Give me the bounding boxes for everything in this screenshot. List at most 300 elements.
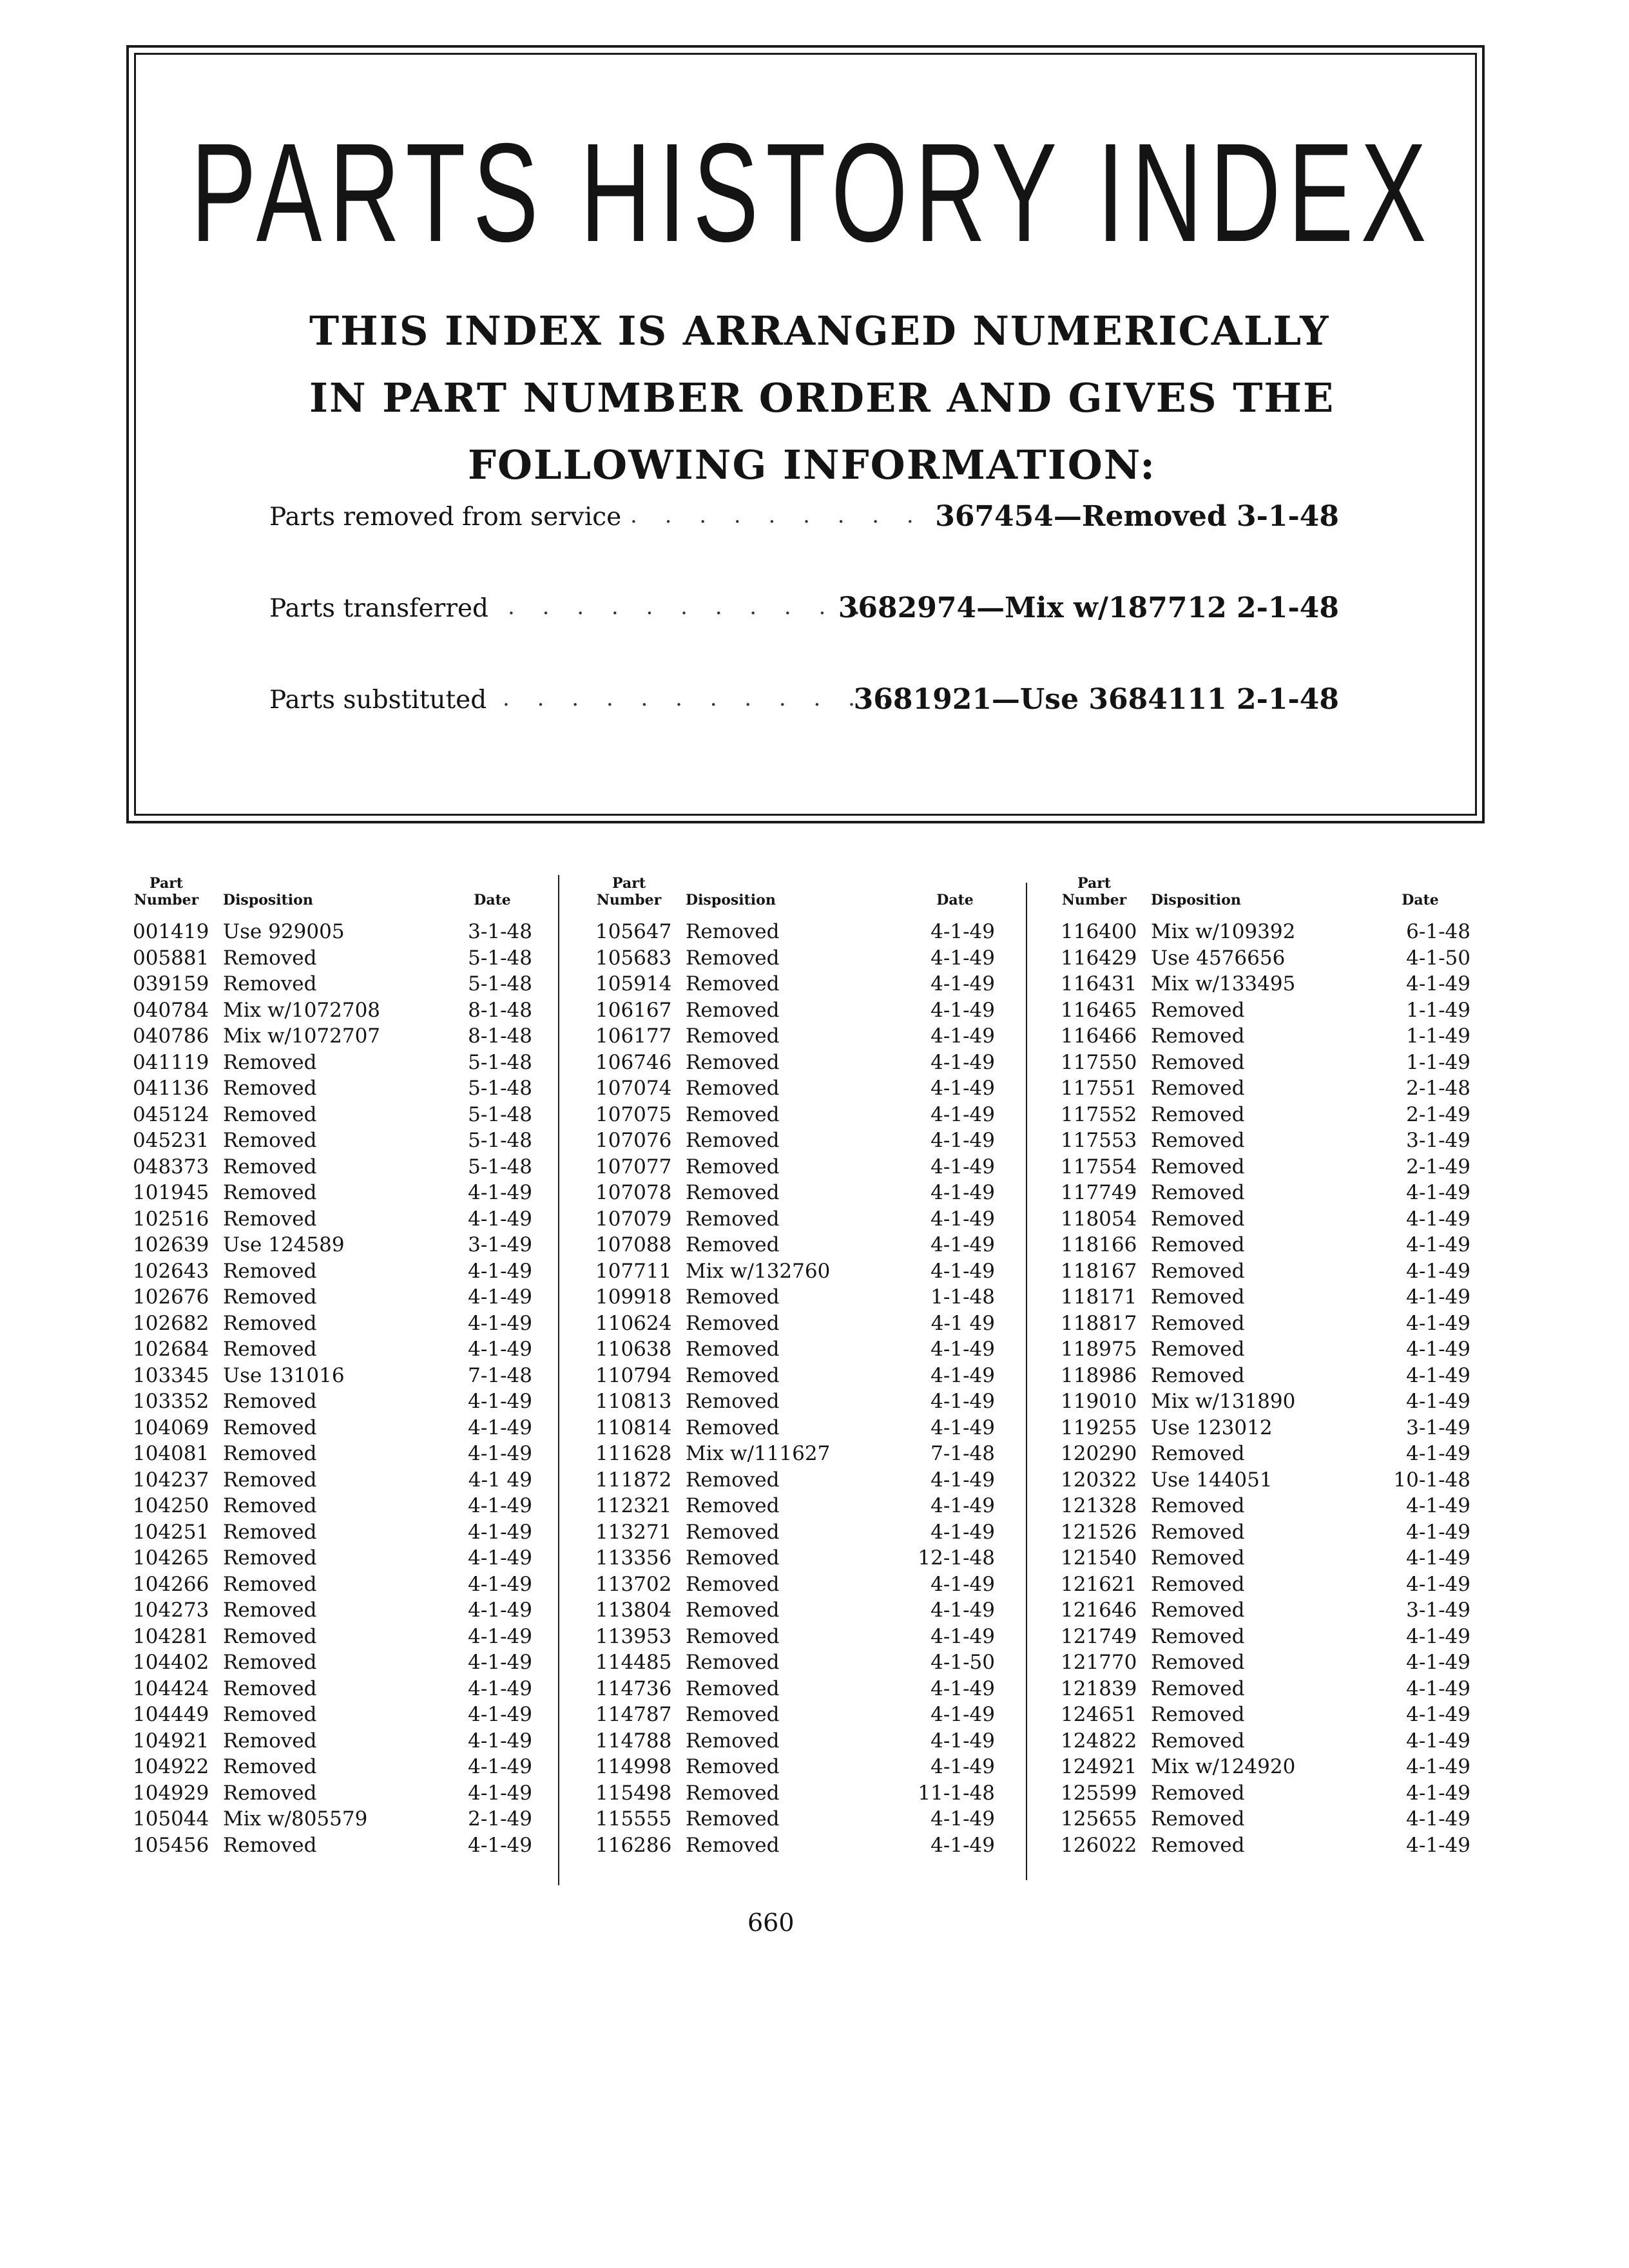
date-cell: 4-1-49 xyxy=(468,1416,532,1439)
column-body xyxy=(133,919,577,1858)
disposition-cell: Removed xyxy=(1151,1129,1245,1152)
disposition-cell: Removed xyxy=(223,1494,317,1517)
disposition-cell: Removed xyxy=(223,1207,317,1231)
part-number-cell: 117749 xyxy=(1061,1181,1137,1204)
disposition-cell: Removed xyxy=(223,1129,317,1152)
disposition-cell: Removed xyxy=(1151,1181,1245,1204)
date-cell: 4-1-49 xyxy=(1406,1233,1470,1256)
table-row xyxy=(133,1232,577,1258)
date-cell: 3-1-49 xyxy=(1406,1599,1470,1622)
part-number-cell: 102516 xyxy=(133,1207,209,1231)
date-cell: 1-1-49 xyxy=(1406,1050,1470,1074)
legend-example: 3681921—Use 3684111 2-1-48 xyxy=(853,683,1339,716)
disposition-cell: Mix w/111627 xyxy=(686,1442,831,1465)
table-row xyxy=(595,1649,1040,1676)
part-number-cell: 121646 xyxy=(1061,1599,1137,1622)
disposition-cell: Removed xyxy=(686,1599,780,1622)
table-row xyxy=(133,1075,577,1102)
part-number-cell: 040786 xyxy=(133,1024,209,1048)
table-row xyxy=(1061,1624,1505,1650)
date-cell: 5-1-48 xyxy=(468,946,532,970)
part-number-cell: 125599 xyxy=(1061,1781,1137,1805)
index-column-2 xyxy=(595,863,1040,1858)
part-number-cell: 113804 xyxy=(595,1599,672,1622)
disposition-cell: Removed xyxy=(686,1416,780,1439)
disposition-cell: Removed xyxy=(223,1833,317,1857)
table-row xyxy=(595,1284,1040,1311)
disposition-cell: Removed xyxy=(223,1520,317,1544)
date-cell: 5-1-48 xyxy=(468,1129,532,1152)
part-number-cell: 111628 xyxy=(595,1442,672,1465)
part-number-cell: 001419 xyxy=(133,920,209,943)
date-cell: 12-1-48 xyxy=(918,1546,995,1570)
date-cell: 4-1-49 xyxy=(468,1833,532,1857)
part-number-cell: 109918 xyxy=(595,1285,672,1309)
table-row xyxy=(1061,971,1505,997)
part-number-cell: 121621 xyxy=(1061,1572,1137,1596)
date-cell: 4-1-49 xyxy=(1406,1651,1470,1674)
part-number-cell: 110624 xyxy=(595,1311,672,1335)
part-number-cell: 117550 xyxy=(1061,1050,1137,1074)
part-number-cell: 118054 xyxy=(1061,1207,1137,1231)
table-row xyxy=(1061,1284,1505,1311)
page-title: PARTS HISTORY INDEX xyxy=(191,115,1434,271)
part-number-cell: 121328 xyxy=(1061,1494,1137,1517)
part-number-cell: 107711 xyxy=(595,1259,672,1283)
table-row xyxy=(133,1102,577,1128)
index-column-1 xyxy=(133,863,577,1858)
disposition-cell: Removed xyxy=(1151,998,1245,1022)
disposition-cell: Use 123012 xyxy=(1151,1416,1273,1439)
disposition-cell: Removed xyxy=(1151,1781,1245,1805)
part-number-cell: 105683 xyxy=(595,946,672,970)
table-row xyxy=(133,1806,577,1832)
disposition-cell: Removed xyxy=(223,1181,317,1204)
table-row xyxy=(1061,1206,1505,1233)
table-row xyxy=(133,971,577,997)
date-cell: 4-1-49 xyxy=(1406,1207,1470,1231)
part-number-cell: 117551 xyxy=(1061,1077,1137,1100)
table-row xyxy=(595,1624,1040,1650)
part-number-cell: 105456 xyxy=(133,1833,209,1857)
table-row xyxy=(133,1311,577,1337)
part-number-cell: 115498 xyxy=(595,1781,672,1805)
part-number-cell: 119010 xyxy=(1061,1390,1137,1413)
table-row xyxy=(595,1832,1040,1859)
date-cell: 4-1-49 xyxy=(930,1207,995,1231)
table-row xyxy=(1061,1389,1505,1415)
disposition-cell: Removed xyxy=(1151,1050,1245,1074)
part-number-cell: 114736 xyxy=(595,1677,672,1700)
disposition-cell: Removed xyxy=(223,1624,317,1648)
date-cell: 4-1-49 xyxy=(930,1024,995,1048)
date-cell: 4-1-49 xyxy=(468,1703,532,1726)
date-cell: 4-1-49 xyxy=(930,1729,995,1753)
table-row xyxy=(133,1336,577,1363)
disposition-cell: Removed xyxy=(686,1755,780,1778)
table-row xyxy=(133,1284,577,1311)
subtitle-line: THIS INDEX IS ARRANGED NUMERICALLY xyxy=(309,307,1330,354)
part-number-cell: 116400 xyxy=(1061,920,1137,943)
date-cell: 4-1-49 xyxy=(930,1155,995,1178)
disposition-cell: Removed xyxy=(686,1651,780,1674)
date-cell: 4-1-49 xyxy=(1406,1572,1470,1596)
part-number-cell: 104251 xyxy=(133,1520,209,1544)
date-cell: 1-1-48 xyxy=(930,1285,995,1309)
disposition-cell: Removed xyxy=(223,1599,317,1622)
column-body xyxy=(595,919,1040,1858)
date-cell: 4-1-49 xyxy=(930,920,995,943)
table-row xyxy=(1061,1806,1505,1832)
date-cell: 4-1-49 xyxy=(468,1311,532,1335)
disposition-cell: Removed xyxy=(223,1677,317,1700)
part-number-cell: 107077 xyxy=(595,1155,672,1178)
disposition-cell: Removed xyxy=(686,1520,780,1544)
part-number-cell: 106177 xyxy=(595,1024,672,1048)
table-row xyxy=(133,919,577,945)
disposition-cell: Removed xyxy=(686,920,780,943)
part-number-cell: 121770 xyxy=(1061,1651,1137,1674)
date-cell: 4-1-49 xyxy=(930,1755,995,1778)
date-cell: 4-1-49 xyxy=(468,1677,532,1700)
date-cell: 8-1-48 xyxy=(468,1024,532,1048)
table-row xyxy=(595,971,1040,997)
date-cell: 4-1-49 xyxy=(1406,1181,1470,1204)
part-number-cell: 104281 xyxy=(133,1624,209,1648)
date-cell: 4-1-49 xyxy=(468,1207,532,1231)
disposition-cell: Removed xyxy=(223,1572,317,1596)
date-cell: 4-1-49 xyxy=(930,1233,995,1256)
table-row xyxy=(595,1206,1040,1233)
disposition-cell: Removed xyxy=(1151,1338,1245,1361)
disposition-cell: Removed xyxy=(686,1050,780,1074)
disposition-cell: Removed xyxy=(223,1755,317,1778)
part-number-cell: 104273 xyxy=(133,1599,209,1622)
table-row xyxy=(133,1545,577,1571)
part-number-cell: 124822 xyxy=(1061,1729,1137,1753)
table-row xyxy=(133,1676,577,1702)
date-cell: 4-1-49 xyxy=(930,1599,995,1622)
disposition-cell: Removed xyxy=(686,1207,780,1231)
table-row xyxy=(595,1441,1040,1467)
disposition-cell: Removed xyxy=(686,1781,780,1805)
table-row xyxy=(1061,1363,1505,1389)
table-row xyxy=(595,919,1040,945)
table-row xyxy=(133,1597,577,1624)
date-cell: 4-1-49 xyxy=(930,1416,995,1439)
disposition-cell: Removed xyxy=(686,1390,780,1413)
part-number-cell: 040784 xyxy=(133,998,209,1022)
part-number-cell: 113953 xyxy=(595,1624,672,1648)
disposition-cell: Removed xyxy=(686,1703,780,1726)
table-row xyxy=(1061,1545,1505,1571)
part-number-cell: 111872 xyxy=(595,1468,672,1492)
table-row xyxy=(1061,1232,1505,1258)
part-number-cell: 045124 xyxy=(133,1102,209,1126)
column-header xyxy=(595,863,1040,919)
table-row xyxy=(1061,1702,1505,1728)
disposition-cell: Removed xyxy=(223,1285,317,1309)
disposition-cell: Removed xyxy=(223,1259,317,1283)
table-row xyxy=(595,1075,1040,1102)
part-number-cell: 118167 xyxy=(1061,1259,1137,1283)
part-number-cell: 125655 xyxy=(1061,1807,1137,1831)
header-date: Date xyxy=(474,892,511,908)
disposition-cell: Removed xyxy=(223,1781,317,1805)
subtitle-line: IN PART NUMBER ORDER AND GIVES THE xyxy=(309,374,1335,421)
disposition-cell: Removed xyxy=(223,1050,317,1074)
disposition-cell: Removed xyxy=(223,1442,317,1465)
table-row xyxy=(1061,1050,1505,1076)
table-row xyxy=(1061,1676,1505,1702)
part-number-cell: 105914 xyxy=(595,972,672,995)
date-cell: 4-1-49 xyxy=(1406,1285,1470,1309)
column-body xyxy=(1061,919,1505,1858)
date-cell: 5-1-48 xyxy=(468,1077,532,1100)
disposition-cell: Removed xyxy=(223,1468,317,1492)
part-number-cell: 102682 xyxy=(133,1311,209,1335)
disposition-cell: Removed xyxy=(686,1077,780,1100)
table-row xyxy=(1061,945,1505,972)
table-row xyxy=(595,997,1040,1024)
date-cell: 2-1-48 xyxy=(1406,1077,1470,1100)
table-row xyxy=(133,1649,577,1676)
table-row xyxy=(1061,1597,1505,1624)
disposition-cell: Use 131016 xyxy=(223,1363,345,1387)
disposition-cell: Removed xyxy=(223,1102,317,1126)
part-number-cell: 005881 xyxy=(133,946,209,970)
table-row xyxy=(595,1415,1040,1441)
date-cell: 1-1-49 xyxy=(1406,1024,1470,1048)
part-number-cell: 104402 xyxy=(133,1651,209,1674)
table-row xyxy=(133,1624,577,1650)
table-row xyxy=(133,1780,577,1807)
part-number-cell: 118817 xyxy=(1061,1311,1137,1335)
part-number-cell: 039159 xyxy=(133,972,209,995)
table-row xyxy=(595,1232,1040,1258)
disposition-cell: Removed xyxy=(1151,1703,1245,1726)
disposition-cell: Removed xyxy=(223,1338,317,1361)
disposition-cell: Removed xyxy=(223,1416,317,1439)
disposition-cell: Removed xyxy=(1151,1102,1245,1126)
date-cell: 4-1-49 xyxy=(468,1390,532,1413)
date-cell: 6-1-48 xyxy=(1406,920,1470,943)
part-number-cell: 102684 xyxy=(133,1338,209,1361)
table-row xyxy=(1061,1728,1505,1754)
part-number-cell: 118986 xyxy=(1061,1363,1137,1387)
part-number-cell: 116465 xyxy=(1061,998,1137,1022)
part-number-cell: 110794 xyxy=(595,1363,672,1387)
disposition-cell: Removed xyxy=(1151,1624,1245,1648)
legend-transferred xyxy=(269,591,1339,639)
date-cell: 4-1-49 xyxy=(1406,1624,1470,1648)
disposition-cell: Removed xyxy=(686,1129,780,1152)
leader-dots: . . . . . . . . . . . xyxy=(508,594,871,620)
table-row xyxy=(133,1493,577,1519)
disposition-cell: Removed xyxy=(686,946,780,970)
date-cell: 4-1-49 xyxy=(1406,1338,1470,1361)
table-row xyxy=(1061,919,1505,945)
disposition-cell: Mix w/1072707 xyxy=(223,1024,381,1048)
disposition-cell: Removed xyxy=(1151,1155,1245,1178)
part-number-cell: 117552 xyxy=(1061,1102,1137,1126)
disposition-cell: Removed xyxy=(686,1833,780,1857)
disposition-cell: Removed xyxy=(686,1494,780,1517)
part-number-cell: 104929 xyxy=(133,1781,209,1805)
disposition-cell: Removed xyxy=(1151,1599,1245,1622)
header-part-line1: Part xyxy=(1077,875,1111,892)
table-row xyxy=(595,1676,1040,1702)
legend-removed xyxy=(269,500,1339,548)
date-cell: 7-1-48 xyxy=(468,1363,532,1387)
header-part-number xyxy=(133,875,200,908)
subtitle xyxy=(309,298,1335,499)
disposition-cell: Mix w/132760 xyxy=(686,1259,831,1283)
part-number-cell: 107078 xyxy=(595,1181,672,1204)
date-cell: 4-1-49 xyxy=(930,1390,995,1413)
date-cell: 4-1-49 xyxy=(930,1050,995,1074)
table-row xyxy=(133,997,577,1024)
table-row xyxy=(1061,1441,1505,1467)
table-row xyxy=(1061,1649,1505,1676)
table-row xyxy=(133,1415,577,1441)
table-row xyxy=(595,1389,1040,1415)
part-number-cell: 107074 xyxy=(595,1077,672,1100)
table-row xyxy=(595,1363,1040,1389)
date-cell: 4-1-49 xyxy=(468,1651,532,1674)
table-row xyxy=(1061,1023,1505,1050)
disposition-cell: Mix w/131890 xyxy=(1151,1390,1296,1413)
disposition-cell: Removed xyxy=(1151,1651,1245,1674)
header-part-line2: Number xyxy=(133,892,199,908)
table-row xyxy=(133,1128,577,1154)
date-cell: 4-1-49 xyxy=(468,1624,532,1648)
table-row xyxy=(595,1336,1040,1363)
table-row xyxy=(595,1597,1040,1624)
part-number-cell: 104250 xyxy=(133,1494,209,1517)
table-row xyxy=(595,1702,1040,1728)
part-number-cell: 116429 xyxy=(1061,946,1137,970)
part-number-cell: 126022 xyxy=(1061,1833,1137,1857)
table-row xyxy=(595,1023,1040,1050)
table-row xyxy=(133,1702,577,1728)
part-number-cell: 116431 xyxy=(1061,972,1137,995)
disposition-cell: Removed xyxy=(223,1077,317,1100)
disposition-cell: Removed xyxy=(223,972,317,995)
table-row xyxy=(595,1102,1040,1128)
part-number-cell: 114787 xyxy=(595,1703,672,1726)
date-cell: 4-1-49 xyxy=(1406,1520,1470,1544)
disposition-cell: Removed xyxy=(686,1181,780,1204)
disposition-cell: Removed xyxy=(223,1546,317,1570)
disposition-cell: Use 144051 xyxy=(1151,1468,1273,1492)
date-cell: 2-1-49 xyxy=(1406,1155,1470,1178)
date-cell: 4-1-49 xyxy=(468,1729,532,1753)
disposition-cell: Removed xyxy=(686,1729,780,1753)
table-row xyxy=(595,1050,1040,1076)
disposition-cell: Use 929005 xyxy=(223,920,345,943)
disposition-cell: Removed xyxy=(1151,1233,1245,1256)
table-row xyxy=(1061,1493,1505,1519)
date-cell: 1-1-49 xyxy=(1406,998,1470,1022)
disposition-cell: Removed xyxy=(686,1546,780,1570)
disposition-cell: Use 124589 xyxy=(223,1233,345,1256)
disposition-cell: Removed xyxy=(686,1024,780,1048)
date-cell: 4-1-49 xyxy=(1406,1494,1470,1517)
date-cell: 4-1-49 xyxy=(468,1781,532,1805)
part-number-cell: 110814 xyxy=(595,1416,672,1439)
date-cell: 4-1-49 xyxy=(930,1468,995,1492)
date-cell: 4-1-49 xyxy=(468,1259,532,1283)
date-cell: 4-1-49 xyxy=(930,1494,995,1517)
part-number-cell: 048373 xyxy=(133,1155,209,1178)
page-number: 660 xyxy=(747,1908,795,1937)
disposition-cell: Removed xyxy=(223,1311,317,1335)
disposition-cell: Removed xyxy=(1151,1520,1245,1544)
table-row xyxy=(1061,1154,1505,1180)
table-row xyxy=(133,945,577,972)
table-row xyxy=(1061,1180,1505,1206)
table-row xyxy=(595,1467,1040,1494)
date-cell: 4-1-49 xyxy=(930,1520,995,1544)
table-row xyxy=(595,1571,1040,1598)
legend-label: Parts removed from service xyxy=(269,503,622,532)
table-row xyxy=(595,1154,1040,1180)
part-number-cell: 107079 xyxy=(595,1207,672,1231)
part-number-cell: 118975 xyxy=(1061,1338,1137,1361)
legend-example: 367454—Removed 3-1-48 xyxy=(935,500,1339,533)
date-cell: 4-1-49 xyxy=(1406,1703,1470,1726)
date-cell: 4-1-49 xyxy=(930,1807,995,1831)
part-number-cell: 116466 xyxy=(1061,1024,1137,1048)
disposition-cell: Removed xyxy=(1151,1833,1245,1857)
part-number-cell: 102643 xyxy=(133,1259,209,1283)
date-cell: 4-1-49 xyxy=(1406,1729,1470,1753)
disposition-cell: Removed xyxy=(1151,1024,1245,1048)
date-cell: 4-1-49 xyxy=(930,1703,995,1726)
table-row xyxy=(133,1571,577,1598)
column-header xyxy=(1061,863,1505,919)
part-number-cell: 107088 xyxy=(595,1233,672,1256)
date-cell: 4-1-49 xyxy=(468,1520,532,1544)
disposition-cell: Removed xyxy=(1151,1546,1245,1570)
part-number-cell: 118166 xyxy=(1061,1233,1137,1256)
table-row xyxy=(595,1780,1040,1807)
table-row xyxy=(133,1180,577,1206)
part-number-cell: 041119 xyxy=(133,1050,209,1074)
table-row xyxy=(133,1467,577,1494)
date-cell: 5-1-48 xyxy=(468,1155,532,1178)
disposition-cell: Removed xyxy=(1151,1677,1245,1700)
table-row xyxy=(1061,1571,1505,1598)
disposition-cell: Removed xyxy=(686,1624,780,1648)
date-cell: 4-1-49 xyxy=(1406,1311,1470,1335)
part-number-cell: 104237 xyxy=(133,1468,209,1492)
date-cell: 4-1-49 xyxy=(468,1546,532,1570)
part-number-cell: 113702 xyxy=(595,1572,672,1596)
part-number-cell: 114998 xyxy=(595,1755,672,1778)
date-cell: 4-1-50 xyxy=(930,1651,995,1674)
part-number-cell: 121839 xyxy=(1061,1677,1137,1700)
part-number-cell: 041136 xyxy=(133,1077,209,1100)
header-part-number xyxy=(595,875,662,908)
disposition-cell: Removed xyxy=(223,1651,317,1674)
date-cell: 4-1-49 xyxy=(930,1102,995,1126)
disposition-cell: Removed xyxy=(223,1155,317,1178)
disposition-cell: Removed xyxy=(1151,1494,1245,1517)
table-row xyxy=(595,1258,1040,1285)
part-number-cell: 102639 xyxy=(133,1233,209,1256)
